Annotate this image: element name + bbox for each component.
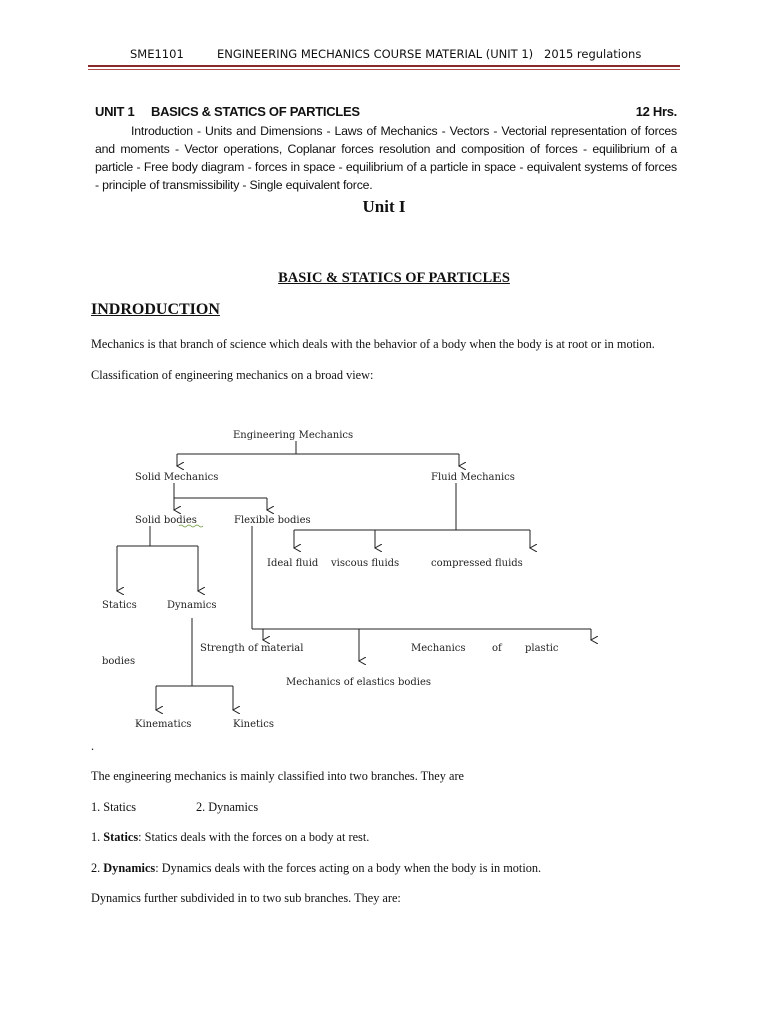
statics-num: 1. bbox=[91, 830, 104, 844]
syllabus-body: Introduction - Units and Dimensions - Laws of Mechanics - Vectors - Vectorial representation of forces and moments - Vector operations, Coplanar forces resolution and composition of forces - equilibrium of a particle - Free body diagram - forces in space - equilibrium of a particle in space - equivalent systems of forces - principle of transmissibility - Single equivalent force. bbox=[95, 124, 677, 192]
node-compressed-fluids: compressed fluids bbox=[431, 558, 523, 569]
branch-list bbox=[91, 800, 259, 815]
node-viscous-fluids: viscous fluids bbox=[331, 558, 400, 569]
node-elastic-bodies: Mechanics of elastics bodies bbox=[286, 677, 432, 688]
syllabus-topic: BASICS & STATICS OF PARTICLES bbox=[151, 104, 360, 119]
dynamics-num: 2. bbox=[91, 861, 104, 875]
node-fluid-mechanics: Fluid Mechanics bbox=[431, 472, 515, 483]
intro-heading: INDRODUCTION bbox=[91, 301, 220, 318]
syllabus-heading bbox=[95, 104, 677, 122]
branch-item-dynamics: 2. Dynamics bbox=[196, 800, 259, 814]
stray-dot: . bbox=[91, 739, 95, 753]
running-header bbox=[0, 47, 768, 61]
branch-item-statics: 1. Statics bbox=[91, 800, 137, 814]
dynamics-text: : Dynamics deals with the forces acting on a body when the body is in motion. bbox=[155, 861, 542, 875]
node-ideal-fluid: Ideal fluid bbox=[267, 558, 319, 569]
node-plastic: plastic bbox=[525, 643, 559, 654]
syllabus-unit: UNIT 1 bbox=[95, 104, 135, 119]
header-rule-thin bbox=[88, 69, 680, 70]
node-kinetics: Kinetics bbox=[233, 719, 274, 730]
unit-title: Unit I bbox=[362, 197, 406, 216]
dynamics-subdivision: Dynamics further subdivided in to two sub branches. They are: bbox=[91, 891, 401, 905]
node-bodies: bodies bbox=[102, 656, 136, 667]
statics-term: Statics bbox=[103, 830, 139, 844]
node-kinematics: Kinematics bbox=[135, 719, 192, 730]
header-rule bbox=[88, 65, 680, 67]
classification-text: Classification of engineering mechanics on a broad view: bbox=[91, 368, 374, 382]
node-engineering-mechanics: Engineering Mechanics bbox=[233, 430, 354, 441]
node-solid-bodies: Solid bodies bbox=[135, 515, 197, 526]
dynamics-definition bbox=[91, 861, 541, 876]
statics-definition bbox=[91, 830, 369, 845]
syllabus-hours: 12 Hrs. bbox=[635, 104, 677, 119]
node-statics: Statics bbox=[102, 600, 137, 611]
node-mechanics-plastic: Mechanics bbox=[411, 643, 466, 654]
dynamics-term: Dynamics bbox=[103, 861, 156, 875]
section-title: BASIC & STATICS OF PARTICLES bbox=[278, 270, 510, 286]
classification-diagram bbox=[0, 418, 768, 738]
node-dynamics: Dynamics bbox=[167, 600, 217, 611]
node-strength-of-material: Strength of material bbox=[200, 643, 304, 654]
node-solid-mechanics: Solid Mechanics bbox=[135, 472, 219, 483]
syllabus-block bbox=[95, 104, 677, 194]
regulations: 2015 regulations bbox=[544, 47, 642, 61]
statics-text: : Statics deals with the forces on a body at rest. bbox=[138, 830, 370, 844]
course-code: SME1101 bbox=[130, 47, 184, 61]
branches-text: The engineering mechanics is mainly classified into two branches. They are bbox=[91, 769, 464, 783]
intro-text: Mechanics is that branch of science which deals with the behavior of a body when the body is at root or in motion. bbox=[91, 337, 655, 351]
node-flexible-bodies: Flexible bodies bbox=[234, 515, 311, 526]
course-title: ENGINEERING MECHANICS COURSE MATERIAL (UNIT 1) bbox=[217, 47, 534, 61]
node-of: of bbox=[492, 643, 502, 654]
